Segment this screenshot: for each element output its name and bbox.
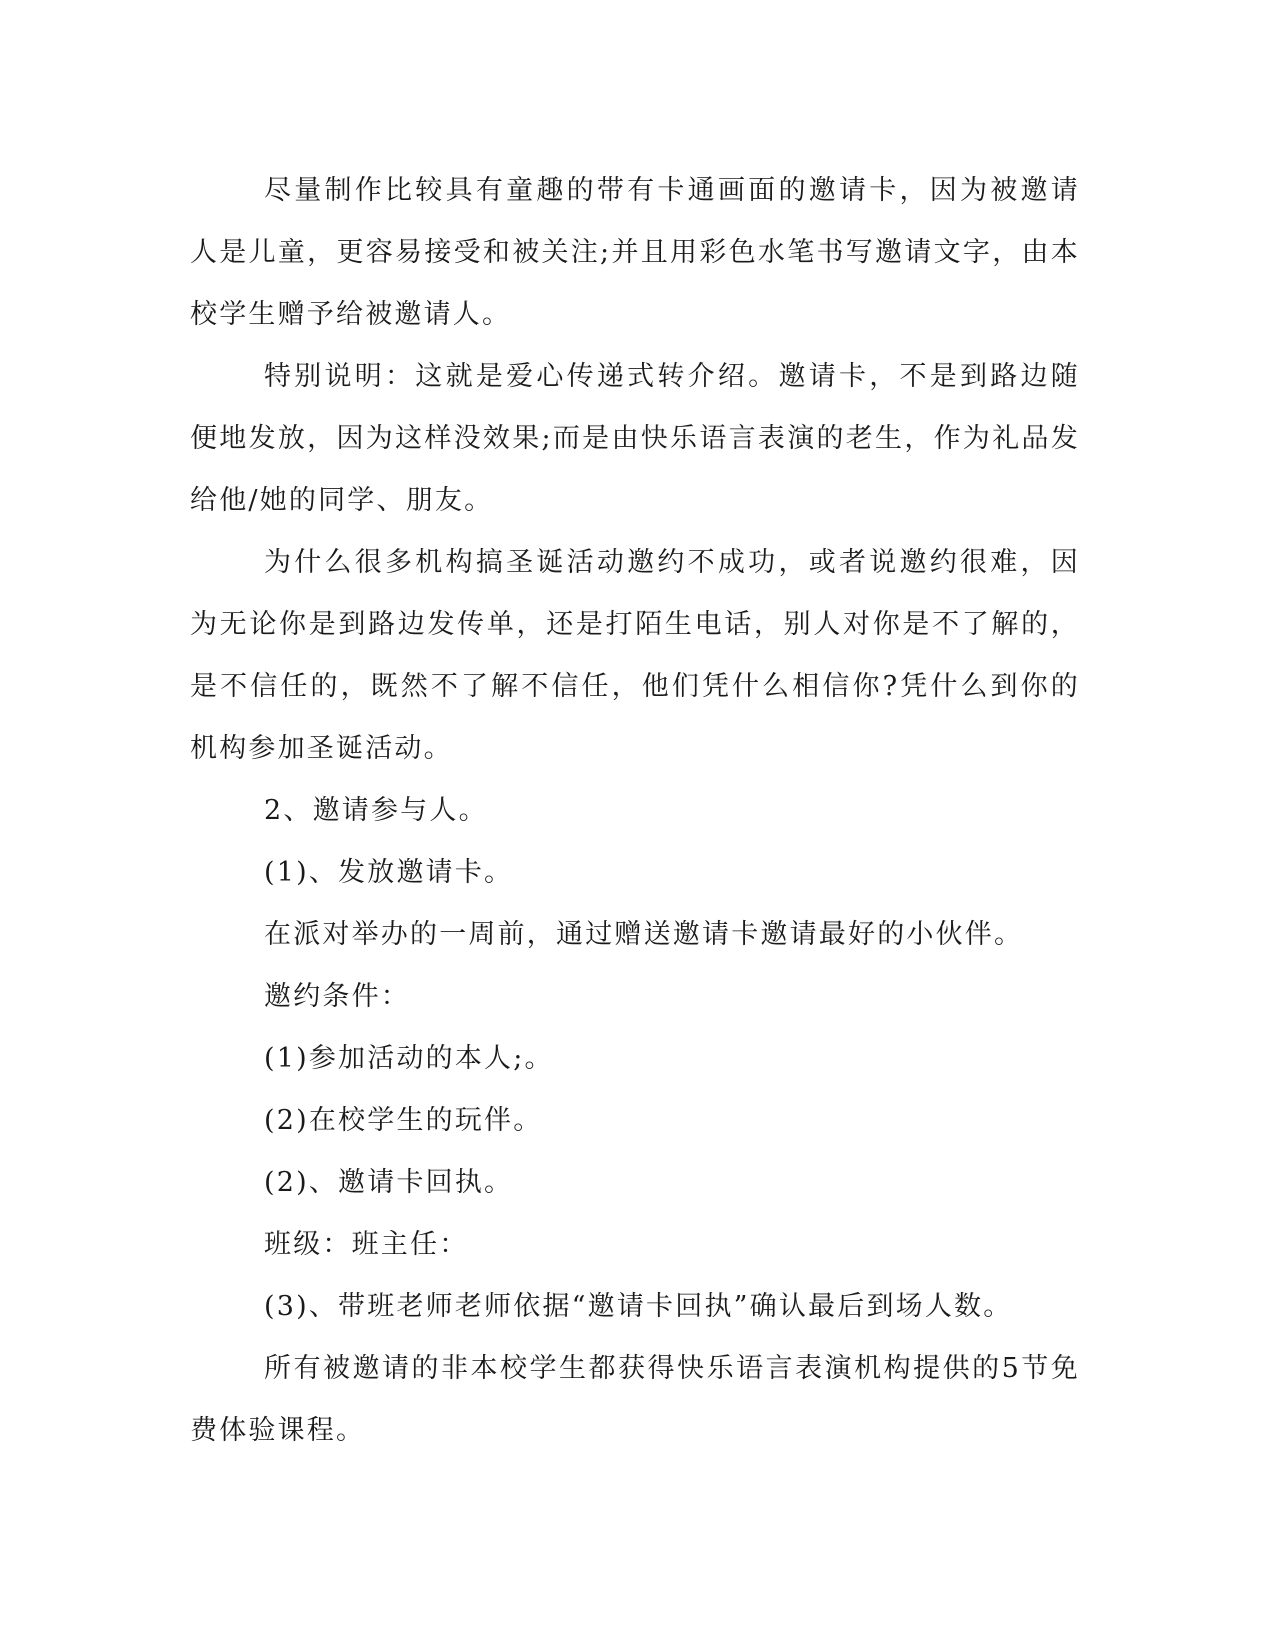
list-item-condition-1: (1)参加活动的本人;。 — [264, 1043, 554, 1074]
paragraph-invitation-card-design: 尽量制作比较具有童趣的带有卡通画面的邀请卡，因为被邀请人是儿童，更容易接受和被关注;并且用彩色水笔书写邀请文字，由本校学生赠予给被邀请人。 — [190, 175, 1080, 330]
document-body — [190, 160, 1080, 1462]
subheading-send-invitations: (1)、发放邀请卡。 — [264, 857, 514, 888]
paragraph-special-note: 特别说明：这就是爱心传递式转介绍。邀请卡，不是到路边随便地发放，因为这样没效果;而是由快乐语言表演的老生，作为礼品发给他/她的同学、朋友。 — [190, 361, 1080, 516]
list-item-condition-2: (2)在校学生的玩伴。 — [264, 1105, 543, 1136]
section-heading-invite-participants: 2、邀请参与人。 — [264, 795, 488, 826]
subheading-confirm-attendance: (3)、带班老师老师依据“邀请卡回执”确认最后到场人数。 — [264, 1291, 1013, 1322]
paragraph-why-invitation-fails: 为什么很多机构搞圣诞活动邀约不成功，或者说邀约很难，因为无论你是到路边发传单，还是打陌生电话，别人对你是不了解的，是不信任的，既然不了解不信任，他们凭什么相信你?凭什么到你的机构参加圣诞活动。 — [190, 547, 1080, 764]
subheading-invitation-receipt: (2)、邀请卡回执。 — [264, 1167, 514, 1198]
field-class-teacher: 班级：班主任： — [264, 1229, 469, 1260]
paragraph-free-trial-offer: 所有被邀请的非本校学生都获得快乐语言表演机构提供的5节免费体验课程。 — [190, 1353, 1080, 1446]
paragraph-send-timing: 在派对举办的一周前，通过赠送邀请卡邀请最好的小伙伴。 — [264, 919, 1024, 950]
label-invitation-conditions: 邀约条件： — [264, 981, 410, 1012]
